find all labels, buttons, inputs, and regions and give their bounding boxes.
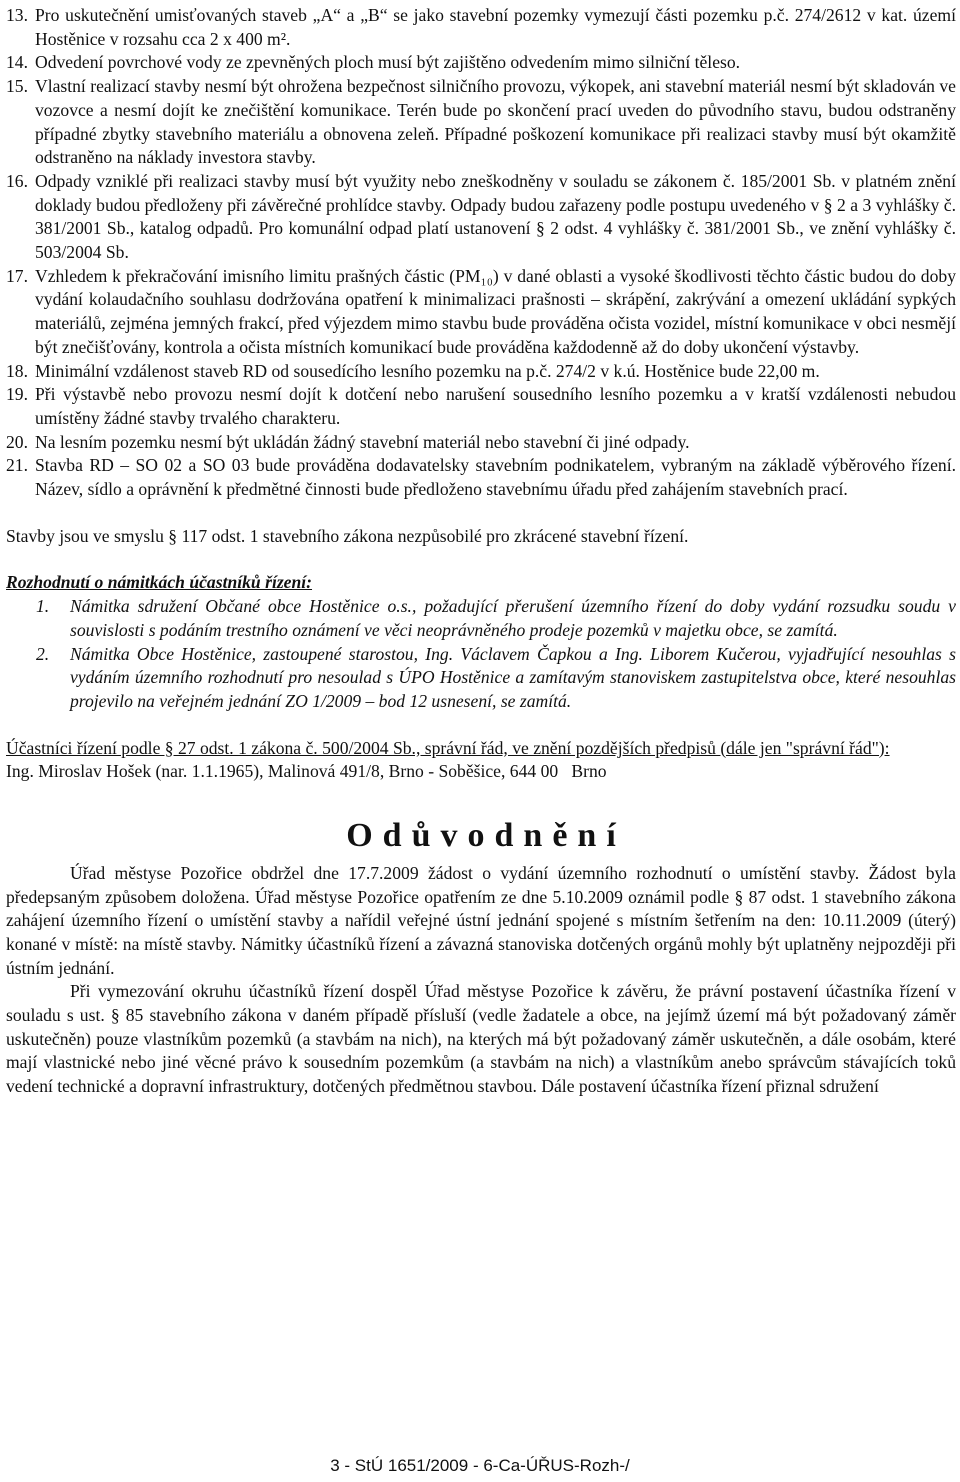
conditions-list <box>6 4 956 502</box>
condition-number: 14. <box>6 52 28 73</box>
condition-text: Pro uskutečnění umisťovaných staveb „A“ a „B“ se jako stavební pozemky vymezují části pozemku p.č. 274/2612 v kat. území Hostěnice v rozsahu cca 2 x 400 m². <box>35 5 956 49</box>
objection-text: Námitka sdružení Občané obce Hostěnice o.s., požadující přerušení územního řízení do doby vydání rozsudku soudu v souvislosti s podáním trestního oznámení ve věci neoprávněného prodeje pozemků v majetku obce, se zamítá. <box>70 596 956 640</box>
condition-text: Stavba RD – SO 02 a SO 03 bude prováděna dodavatelsky stavebním podnikatelem, vybraným na základě výběrového řízení. Název, sídlo a oprávnění k předmětné činnosti bude předloženo stavebnímu úřadu před zahájením stavebních prací. <box>35 455 956 500</box>
condition-text: Vzhledem k překračování imisního limitu prašných částic (PM₁₀) v dané oblasti a vysoké škodlivosti těchto částic budou do doby vydání kolaudačního souhlasu dodržována opatření k minimalizaci prašnosti – skrápění, zakrývání a omezení ukládání sypkých materiálů, zejména jemných frakcí, před výjezdem mimo stavbu bude prováděna očista vozidel, místní komunikace v obci nesmějí být znečišťovány, kontrola a očista místních komunikací bude prováděna každodenně až do doby ukončení výstavby. <box>35 265 956 357</box>
condition-item <box>6 51 956 75</box>
objection-item <box>6 595 956 642</box>
condition-item <box>6 383 956 430</box>
condition-item <box>6 75 956 170</box>
objections-heading: Rozhodnutí o námitkách účastníků řízení: <box>6 572 313 593</box>
objection-number: 2. <box>36 643 50 664</box>
condition-text: Minimální vzdálenost staveb RD od sousedícího lesního pozemku na p.č. 274/2 v k.ú. Hostěnice bude 22,00 m. <box>35 360 820 381</box>
participants-label: Účastníci řízení podle § 27 odst. 1 zákona č. 500/2004 Sb., správní řád, ve znění pozdějších předpisů (dále jen "správní řád"): <box>6 737 890 758</box>
condition-number: 21. <box>6 455 28 476</box>
objection-item <box>6 643 956 714</box>
page-footer: 3 - StÚ 1651/2009 - 6-Ca-ÚŘUS-Rozh-/ <box>330 1456 630 1475</box>
condition-text: Vlastní realizací stavby nesmí být ohrožena bezpečnost silničního provozu, výkopek, ani stavební materiál nesmí být skladován ve vozovce a nesmí dojít ke znečištění komunikace. Terén bude po skončení prací uveden do původního stavu, budou odstraněny případné zbytky stavebního materiálu a obnovena zeleň. Případné poškození komunikace při realizaci stavby musí být okamžitě odstraněno na náklady investora stavby. <box>35 76 956 168</box>
objection-number: 1. <box>36 596 50 617</box>
objection-text: Námitka Obce Hostěnice, zastoupené starostou, Ing. Václavem Čapkou a Ing. Liborem Kučerou, vyjadřující nesouhlas s vydáním územního rozhodnutí pro nesoulad s ÚPO Hostěnice a zamítavým stanoviskem zastupitelstva obce, které nesouhlas projevilo na veřejném jednání ZO 1/2009 – bod 12 usnesení, se zamítá. <box>70 643 956 711</box>
participant-entry: Ing. Miroslav Hošek (nar. 1.1.1965), Malinová 491/8, Brno - Soběšice, 644 00 Brno <box>6 761 607 782</box>
condition-text: Na lesním pozemku nesmí být ukládán žádný stavební materiál nebo stavební či jiné odpady. <box>35 431 690 452</box>
condition-item <box>6 265 956 360</box>
stavby-statement: Stavby jsou ve smyslu § 117 odst. 1 stavebního zákona nezpůsobilé pro zkrácené stavební řízení. <box>6 525 689 546</box>
document-page <box>6 4 956 1099</box>
condition-number: 20. <box>6 431 28 452</box>
condition-number: 15. <box>6 76 28 97</box>
reasoning-title: Odůvodnění <box>346 817 626 855</box>
condition-number: 18. <box>6 360 28 381</box>
reasoning-paragraph: Úřad městyse Pozořice obdržel dne 17.7.2009 žádost o vydání územního rozhodnutí o umístění stavby. Žádost byla předepsaným způsobem doložena. Úřad městyse Pozořice opatřením ze dne 5.10.2009 oznámil podle § 87 odst. 1 stavebního zákona zahájení územního řízení o umístění stavby a nařídil veřejné ústní jednání spojené s místním šetřením na den: 10.11.2009 (úterý) konané v místě: na místě stavby. Námitky účastníků řízení a závazná stanoviska dotčených orgánů mohly být uplatněny nejpozději při ústním jednání. <box>6 862 956 978</box>
condition-item <box>6 170 956 265</box>
condition-number: 16. <box>6 170 28 191</box>
condition-item <box>6 360 956 384</box>
condition-item <box>6 431 956 455</box>
condition-number: 13. <box>6 5 28 25</box>
condition-item <box>6 454 956 501</box>
condition-item <box>6 4 956 51</box>
condition-text: Odvedení povrchové vody ze zpevněných ploch musí být zajištěno odvedením mimo silniční těleso. <box>35 52 741 73</box>
condition-text: Při výstavbě nebo provozu nesmí dojít k dotčení nebo narušení sousedního lesního pozemku a v kratší vzdálenosti nebudou umístěny žádné stavby trvalého charakteru. <box>35 384 956 428</box>
condition-text: Odpady vzniklé při realizaci stavby musí být využity nebo zneškodněny v souladu se zákonem č. 185/2001 Sb. v platném znění doklady budou předloženy při závěrečné prohlídce stavby. Odpady budou zařazeny podle postupu uvedeného v § 2 a 3 vyhlášky č. 381/2001 Sb., katalog odpadů. Pro komunální odpad platí ustanovení § 2 odst. 4 vyhlášky č. 381/2001 Sb., ve znění vyhlášky č. 503/2004 Sb. <box>35 170 956 263</box>
condition-number: 19. <box>6 384 28 405</box>
reasoning-paragraph: Při vymezování okruhu účastníků řízení dospěl Úřad městyse Pozořice k závěru, že právní postavení účastníka řízení v souladu s ust. § 85 stavebního zákona v daném případě přísluší (vedle žadatele a obce, na jejímž území má být požadovaný záměr uskutečněn) pouze vlastníkům pozemků (a stavbám na nich), na kterých má být požadovaný záměr uskutečněn, a dále osobám, které mají vlastnické nebo jiné věcné právo k sousedním pozemkům (a stavbám na nich) a vlastníkům anebo správcům stávajících toků vedení technické a dopravní infrastruktury, dotčených předmětnou stavbou. Dále postavení účastníka řízení přiznal sdružení <box>6 981 956 1097</box>
condition-number: 17. <box>6 265 28 286</box>
